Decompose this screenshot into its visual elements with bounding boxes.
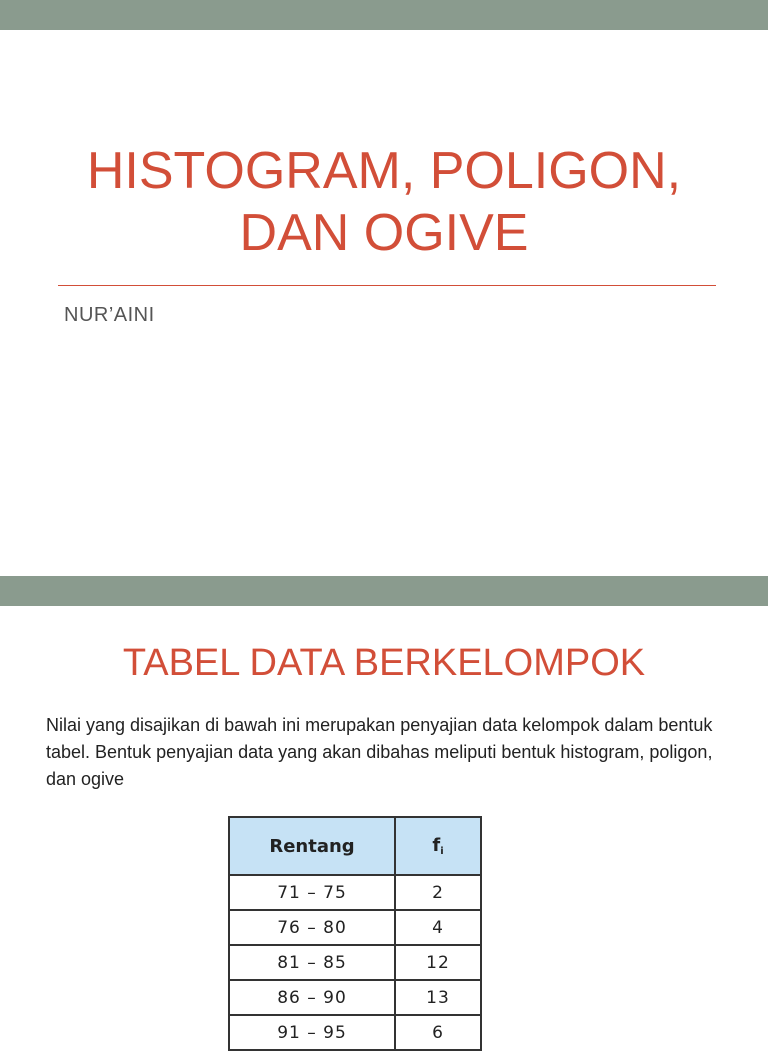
cell-frequency: 4 — [395, 910, 481, 945]
cell-frequency: 6 — [395, 1015, 481, 1050]
cell-range: 86 – 90 — [229, 980, 395, 1015]
cell-range: 71 – 75 — [229, 875, 395, 910]
table-row — [229, 1015, 481, 1050]
table-row — [229, 980, 481, 1015]
table-row — [229, 945, 481, 980]
slide-title: TABEL DATA BERKELOMPOK — [122, 642, 646, 684]
cell-range: 91 – 95 — [229, 1015, 395, 1050]
content-slide — [0, 576, 768, 1043]
cell-frequency: 2 — [395, 875, 481, 910]
cell-frequency: 13 — [395, 980, 481, 1015]
slide-top-bar — [0, 0, 768, 30]
frequency-table — [228, 816, 482, 1051]
table-row — [229, 875, 481, 910]
slide-subtitle: NUR’AINI — [64, 304, 155, 326]
slide-top-bar — [0, 576, 768, 606]
cell-frequency: 12 — [395, 945, 481, 980]
table-header-row — [229, 817, 481, 875]
cell-range: 76 – 80 — [229, 910, 395, 945]
header-frequency-label: f — [432, 835, 441, 856]
header-frequency — [395, 817, 481, 875]
cell-range: 81 – 85 — [229, 945, 395, 980]
slide-title: HISTOGRAM, POLIGON, DAN OGIVE — [86, 142, 682, 262]
table-row — [229, 910, 481, 945]
title-divider — [58, 285, 716, 286]
header-frequency-subscript: i — [440, 846, 444, 857]
header-range: Rentang — [229, 817, 395, 875]
slide-paragraph: Nilai yang disajikan di bawah ini merupakan penyajian data kelompok dalam bentuk tabel. Bentuk penyajian data yang akan dibahas meliputi bentuk histogram, poligon, dan ogive — [46, 715, 713, 789]
